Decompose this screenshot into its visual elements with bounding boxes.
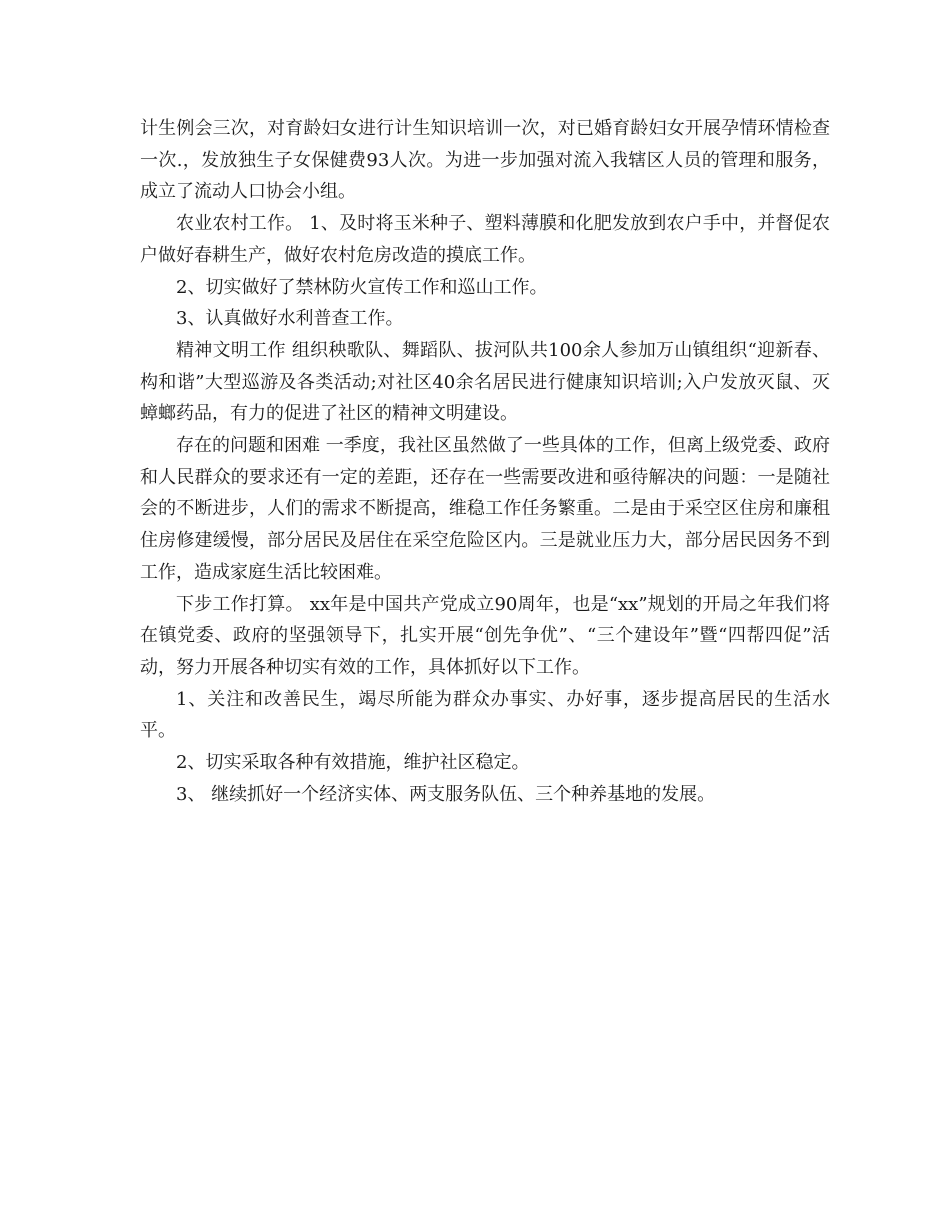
paragraph-forest-fire-prevention: 2、切实做好了禁林防火宣传工作和巡山工作。 <box>176 276 548 298</box>
paragraph-family-planning-continued: 计生例会三次，对育龄妇女进行计生知识培训一次，对已婚育龄妇女开展孕情环情检查一次.，发放独生子女保健费93人次。为进一步加强对流入我辖区人员的管理和服务，成立了流动人口协会小组。 <box>140 118 830 203</box>
document-body <box>140 113 830 810</box>
paragraph-plan-item-3: 3、 继续抓好一个经济实体、两支服务队伍、三个种养基地的发展。 <box>176 783 716 805</box>
paragraph-next-steps: 下步工作打算。 xx年是中国共产党成立90周年，也是“xx”规划的开局之年我们将在镇党委、政府的坚强领导下，扎实开展“创先争优”、“三个建设年”暨“四帮四促”活动，努力开展各种切实有效的工作，具体抓好以下工作。 <box>140 593 830 678</box>
paragraph-spiritual-civilization: 精神文明工作 组织秧歌队、舞蹈队、拔河队共100余人参加万山镇组织“迎新春、构和谐”大型巡游及各类活动;对社区40余名居民进行健康知识培训;入户发放灭鼠、灭蟑螂药品，有力的促进了社区的精神文明建设。 <box>140 339 830 425</box>
paragraph-problems-difficulties: 存在的问题和困难 一季度，我社区虽然做了一些具体的工作，但离上级党委、政府和人民群众的要求还有一定的差距，还存在一些需要改进和亟待解决的问题：一是随社会的不断进步，人们的需求不断提高，维稳工作任务繁重。二是由于采空区住房和廉租住房修建缓慢，部分居民及居住在采空危险区内。三是就业压力大，部分居民因务不到工作，造成家庭生活比较困难。 <box>140 435 830 583</box>
paragraph-plan-item-2: 2、切实采取各种有效措施，维护社区稳定。 <box>176 752 530 774</box>
paragraph-plan-item-1: 1、关注和改善民生，竭尽所能为群众办事实、办好事，逐步提高居民的生活水平。 <box>140 688 830 742</box>
paragraph-water-survey: 3、认真做好水利普查工作。 <box>176 308 404 330</box>
paragraph-agriculture-work: 农业农村工作。 1、及时将玉米种子、塑料薄膜和化肥发放到农户手中，并督促农户做好春耕生产，做好农村危房改造的摸底工作。 <box>140 213 830 266</box>
